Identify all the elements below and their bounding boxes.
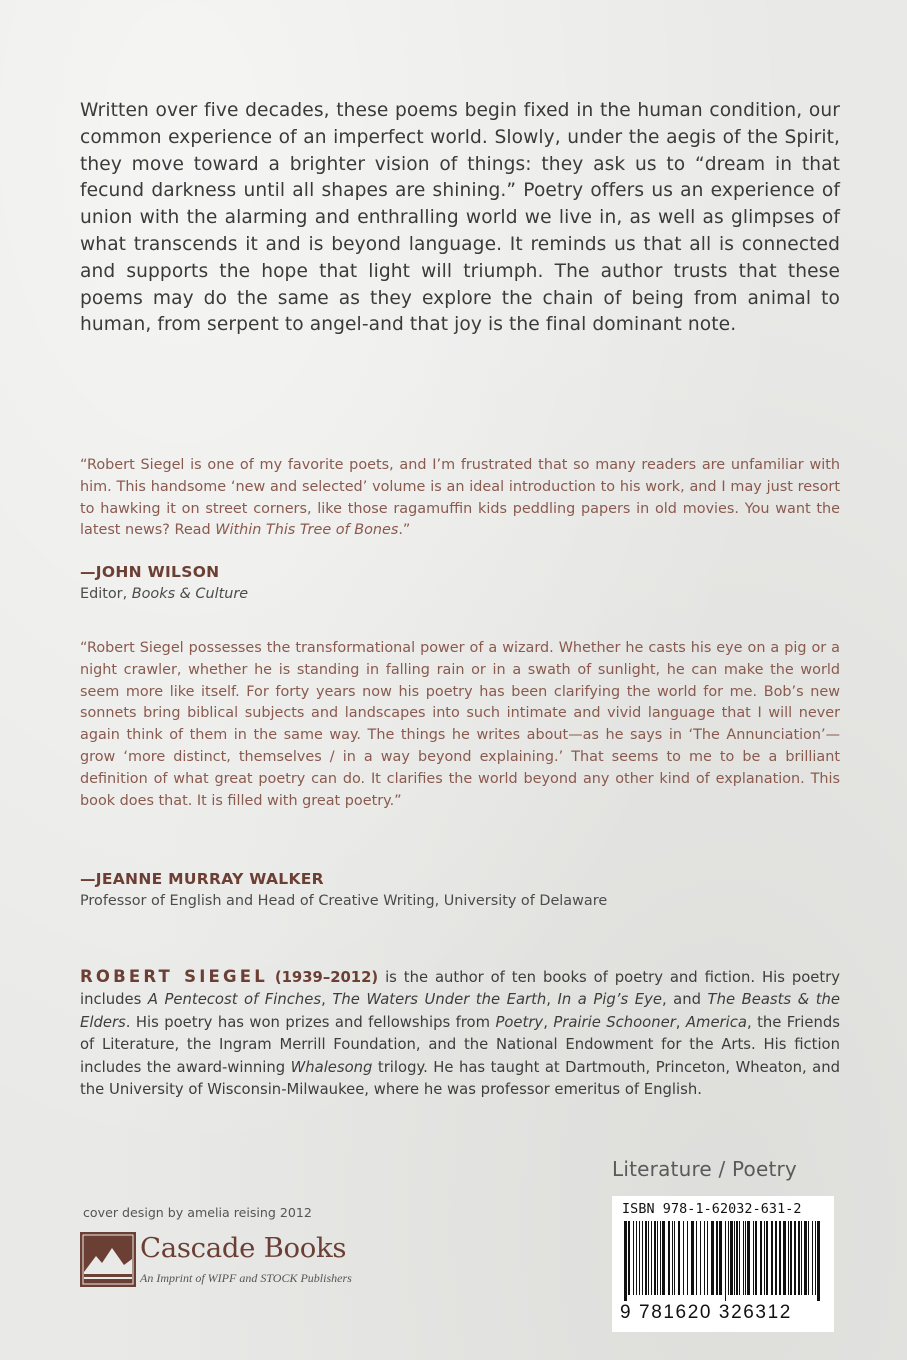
barcode-bar [734,1221,735,1295]
endorser-name-2: —JEANNE MURRAY WALKER [80,870,324,888]
barcode-bar [760,1221,762,1295]
barcode-bar [624,1221,627,1301]
cover-design-credit: cover design by amelia reising 2012 [83,1205,312,1220]
barcode-digits: 9 781620 326312 [620,1302,792,1323]
barcode-bar [730,1221,733,1295]
bio-text: , the Friends of Literature, the Ingram Merrill Foundation, and the National Endowment for the Arts. His fiction includes the award-winning [80,1013,840,1076]
barcode-bar [815,1221,816,1295]
bio-text: is the author of ten books of poetry and fiction. His poetry includes [80,969,841,1009]
bio-book-title: A Pentecost of Finches [147,991,322,1009]
endorsement-quote-2: “Robert Siegel possesses the transformational power of a wizard. Whether he casts his eye on a pig or a night crawler, whether he is standing in falling rain or in a swath of sunlight, he can make the world seem more like itself. For forty years now his poetry has been clarifying the world for me. Bob’s new sonnets bring biblical subjects and landscapes into such intimate and vivid language that I will never again think of them in the same way. The things he writes about—as he says in ‘The Annunciation’—grow ‘more distinct, themselves / in a way beyond explaining.’ That seems to me to be a brilliant definition of what great poetry can do. It clarifies the world beyond any other kind of explanation. This book does that. It is filled with great poetry.” [80,640,840,809]
barcode-bar [798,1221,800,1295]
publisher-block [80,1232,410,1294]
barcode-bar [725,1221,726,1301]
bio-text: , and [661,991,708,1009]
barcode-bar [804,1221,807,1295]
barcode-bar [743,1221,744,1295]
barcode-bar [654,1221,656,1295]
bio-publication: America [685,1013,747,1031]
endorser-role-2: Professor of English and Head of Creative Writing, University of Delaware [80,893,608,909]
barcode-bar [636,1221,637,1295]
author-years: (1939–2012) [274,969,379,986]
barcode-bar [660,1221,661,1295]
endorser-role-1-prefix: Editor, [80,586,132,602]
bio-publication: Poetry [495,1013,544,1031]
barcode-bar [674,1221,675,1295]
barcode-bar [771,1221,773,1295]
bio-text: trilogy. He has taught at Dartmouth, Princeton, Wheaton, and the University of Wisconsin-Milwaukee, where he was professor emeritus of English. [80,1058,840,1099]
barcode-bar [662,1221,665,1295]
barcode-bar [633,1221,634,1295]
barcode-bar [801,1221,802,1295]
barcode-bar [755,1221,757,1295]
barcode-bar [683,1221,684,1295]
barcode-bar [788,1221,789,1295]
bio-book-title: In a Pig’s Eye [557,991,662,1009]
isbn-barcode-panel [612,1196,834,1332]
barcode-bar [645,1221,647,1295]
barcode-bar [808,1221,809,1295]
barcode-bar [672,1221,673,1295]
endorser-name-1: —JOHN WILSON [80,563,220,581]
bio-text: , [675,1013,686,1031]
endorsement-quote-1-book-title: Within This Tree of Bones [215,522,399,539]
back-cover-blurb: Written over five decades, these poems begin fixed in the human condition, our common experience of an imperfect world. Slowly, under the aegis of the Spirit, they move toward a brighter vision of things: they ask us to “dream in that fecund darkness until all shapes are shining.” Poetry offers us an experience of union with the alarming and enthralling world we live in, as well as glimpses of what transcends it and is beyond language. It reminds us that all is connected and supports the hope that light will triumph. The author trusts that these poems may do the same as they explore the chain of being from animal to human, from serpent to angel-and that joy is the final dominant note. [80,100,840,336]
bio-text: . His poetry has won prizes and fellowships from [125,1013,496,1031]
barcode-bar [764,1221,765,1295]
barcode-bar [739,1221,740,1295]
barcode-icon [622,1221,824,1301]
author-name: ROBERT SIEGEL [80,967,268,986]
barcode-bar [651,1221,652,1295]
barcode-bar [657,1221,658,1295]
barcode-bar [691,1221,694,1295]
barcode-bar [753,1221,754,1295]
bio-book-title: Whalesong [290,1058,373,1076]
endorsement-quote-1 [80,455,840,542]
barcode-bar [817,1221,820,1301]
barcode-bar [696,1221,697,1295]
mountain-logo-icon [80,1232,136,1287]
author-bio [80,966,840,1101]
barcode-bar [736,1221,738,1295]
barcode-bar [779,1221,781,1295]
barcode-bar [639,1221,640,1295]
barcode-bar [707,1221,708,1295]
barcode-bar [711,1221,714,1295]
barcode-bar [704,1221,705,1295]
barcode-bar [790,1221,792,1295]
barcode-bar [719,1221,722,1295]
endorser-role-1-publication: Books & Culture [131,586,249,602]
barcode-bar [812,1221,813,1295]
barcode-bar [716,1221,718,1295]
bio-publication: Prairie Schooner [553,1013,676,1031]
bio-book-title: The Waters Under the Earth [332,991,547,1009]
barcode-bar [745,1221,746,1295]
bio-text: , [543,1013,554,1031]
barcode-bar [794,1221,796,1295]
barcode-bar [783,1221,786,1295]
barcode-bar [766,1221,768,1295]
barcode-bar [700,1221,701,1295]
endorsement-quote-1-text: “Robert Siegel is one of my favorite poets, and I’m frustrated that so many readers are unfamiliar with him. This handsome ‘new and selected’ volume is an ideal introduction to his work, and I may just resort to hawking it on street corners, like those ragamuffin kids peddling papers in old movies. You want the latest news? Read [80,457,840,539]
barcode-bar [687,1221,688,1295]
barcode-bar [642,1221,643,1295]
barcode-bar [775,1221,777,1295]
publisher-imprint: An Imprint of WIPF and STOCK Publishers [140,1271,352,1285]
bio-book-title: The Beasts & the Elders [80,991,840,1031]
barcode-bar [747,1221,750,1295]
bio-text: , [546,991,558,1009]
bio-text: , [321,991,333,1009]
publisher-name: Cascade Books [140,1232,347,1264]
barcode-bar [728,1221,729,1295]
barcode-bar [648,1221,649,1295]
barcode-bar [668,1221,670,1295]
isbn-label: ISBN 978-1-62032-631-2 [622,1202,802,1217]
barcode-bar [678,1221,680,1295]
barcode-bar [628,1221,630,1295]
category-label: Literature / Poetry [612,1157,797,1181]
endorsement-quote-1-end: .” [398,522,411,539]
endorser-role-1 [80,586,248,602]
